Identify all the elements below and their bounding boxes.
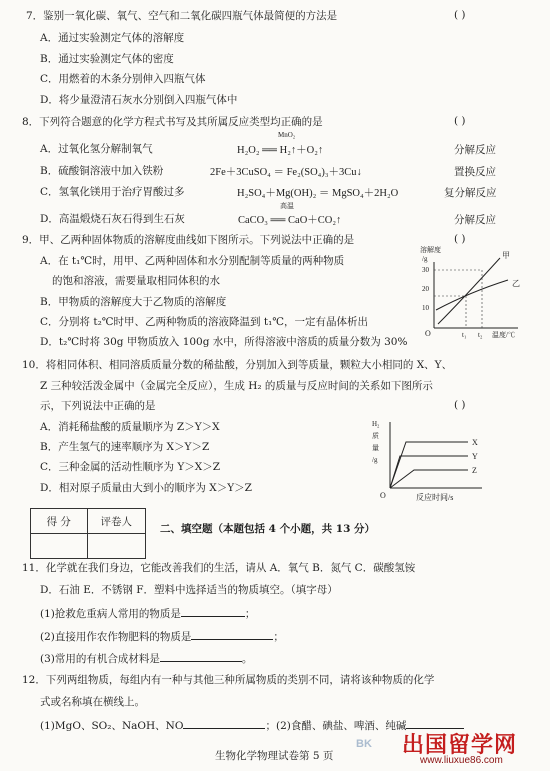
q9-graph-curve-jia xyxy=(438,258,500,324)
q10-graph-ylabel-h2: H₂ xyxy=(372,420,380,428)
q11-item-1-end: ； xyxy=(244,608,256,620)
q7-answer-paren: ( ) xyxy=(454,9,466,21)
score-table-cell-score[interactable] xyxy=(31,534,88,559)
watermark-url: www.liuxue86.com xyxy=(420,755,503,766)
q10-graph-ylabel-liang: 量 xyxy=(372,444,379,452)
page-footer: 生物化学物理试卷第 5 页 xyxy=(215,750,334,762)
q10-stem-line2: Z 三种较活泼金属中（金属完全反应），生成 H₂ 的质量与反应时间的关系如下图所示 xyxy=(40,380,433,392)
q10-option-b: B．产生氢气的速率顺序为 X＞Y＞Z xyxy=(40,441,210,453)
q12-stem-cont: 式或名称填在横线上。 xyxy=(40,696,145,708)
q11-item-2 xyxy=(40,628,284,644)
q10-stem-line3: 示，下列说法中正确的是 xyxy=(40,400,156,412)
q10-graph-ylabel-zhi: 质 xyxy=(372,432,379,440)
q10-graph-label-y: Y xyxy=(472,452,478,461)
q8-answer-paren: ( ) xyxy=(454,115,466,127)
q11-item-1 xyxy=(40,605,255,621)
section-title-fill-in: 二、填空题（本题包括 4 个小题，共 13 分） xyxy=(160,523,376,535)
watermark-small: BK xyxy=(356,738,372,750)
q10-graph-label-z: Z xyxy=(472,466,477,475)
q11-item-2-text: (2)直接用作农作物肥料的物质是 xyxy=(40,631,192,643)
q10-graph-line-y xyxy=(390,456,468,488)
q11-item-1-text: (1)抢救危重病人常用的物质是 xyxy=(40,608,181,620)
q9-graph-ylabel: 溶解度 xyxy=(420,246,441,254)
q9-graph-xtick-t2: t₂ xyxy=(478,331,483,339)
q7-option-b: B．通过实验测定气体的密度 xyxy=(40,53,174,65)
q7-option-c: C．用燃着的木条分别伸入四瓶气体 xyxy=(40,73,206,85)
q11-item-3-end: 。 xyxy=(241,653,253,665)
q9-graph-origin: O xyxy=(425,329,431,338)
q10-graph-xlabel: 反应时间/s xyxy=(416,493,454,502)
q9-graph-xtick-t1: t₁ xyxy=(462,331,467,339)
q8-option-a-equation: H₂O₂ ══ H₂↑＋O₂↑ xyxy=(237,145,324,156)
q12-item-1-blank[interactable] xyxy=(183,717,265,729)
q9-graph-label-yi: 乙 xyxy=(512,279,520,288)
q8-option-b-label: B．硫酸铜溶液中加入铁粉 xyxy=(40,165,164,177)
q8-option-d-equation: CaCO₃ ══ CaO＋CO₂↑ xyxy=(238,215,342,226)
q7-stem: 7．鉴别一氧化碳、氧气、空气和二氧化碳四瓶气体最简便的方法是 xyxy=(26,10,338,22)
q8-option-d-type: 分解反应 xyxy=(454,214,496,226)
q8-option-d-label: D．高温煅烧石灰石得到生石灰 xyxy=(40,213,185,225)
q10-hydrogen-graph xyxy=(372,418,502,510)
q9-option-a-cont: 的饱和溶液，需要量取相同体积的水 xyxy=(52,275,220,287)
q8-option-d-condition: 高温 xyxy=(280,202,294,210)
q10-graph-ylabel-unit: /g xyxy=(372,456,378,464)
q10-stem-line1: 10．将相同体积、相同溶质质量分数的稀盐酸，分别加入到等质量，颗粒大小相同的 X、Y、 xyxy=(22,359,453,371)
q9-graph-label-jia: 甲 xyxy=(502,251,510,260)
q10-answer-paren: ( ) xyxy=(454,399,466,411)
q9-graph-ytick-10: 10 xyxy=(422,304,429,312)
q11-item-3-text: (3)常用的有机合成材料是 xyxy=(40,653,160,665)
score-table xyxy=(30,508,146,559)
q10-graph-label-x: X xyxy=(472,438,478,447)
q8-option-a-label: A．过氧化氢分解制氧气 xyxy=(40,143,153,155)
q8-option-b-equation: 2Fe＋3CuSO₄ ＝ Fe₂(SO₄)₃＋3Cu↓ xyxy=(210,167,362,178)
q11-item-3-blank[interactable] xyxy=(160,650,242,662)
watermark-logo-text: 出国留学网 xyxy=(402,732,518,757)
score-table-header-score: 得 分 xyxy=(31,509,88,534)
score-table-header-grader: 评卷人 xyxy=(87,509,145,534)
q10-graph-line-z xyxy=(390,470,468,488)
q11-stem-cont: D．石油 E．不锈钢 F．塑料中选择适当的物质填空。（填字母） xyxy=(40,584,338,596)
q9-solubility-graph xyxy=(420,244,530,344)
q8-option-c-type: 复分解反应 xyxy=(444,187,497,199)
q10-option-d: D．相对原子质量由大到小的顺序为 X＞Y＞Z xyxy=(40,482,252,494)
q10-option-a: A．消耗稀盐酸的质量顺序为 Z＞Y＞X xyxy=(40,421,220,433)
q11-item-2-end: ； xyxy=(273,631,284,643)
q7-option-a: A．通过实验测定气体的溶解度 xyxy=(40,32,185,44)
q10-graph-line-x xyxy=(390,442,468,488)
q10-graph-origin: O xyxy=(380,491,386,500)
q9-graph-yunit: /g xyxy=(422,255,428,263)
q8-option-a-condition: MnO₂ xyxy=(278,131,296,139)
q8-option-c-equation: H₂SO₄＋Mg(OH)₂ ＝ MgSO₄＋2H₂O xyxy=(237,188,399,199)
q11-item-3 xyxy=(40,650,252,666)
q8-option-c-label: C．氢氧化镁用于治疗胃酸过多 xyxy=(40,186,185,198)
q8-stem: 8．下列符合题意的化学方程式书写及其所属反应类型均正确的是 xyxy=(22,116,323,128)
q10-option-c: C．三种金属的活动性顺序为 Y＞X＞Z xyxy=(40,461,221,473)
q9-option-d: D．t₂℃时将 30g 甲物质放入 100g 水中，所得溶液中溶质的质量分数为 30% xyxy=(40,336,408,348)
q9-graph-xlabel: 温度/℃ xyxy=(492,331,515,339)
q9-answer-paren: ( ) xyxy=(454,233,466,245)
q12-item-1-text: (1)MgO、SO₂、NaOH、NO xyxy=(40,720,184,732)
q12-items xyxy=(40,717,464,733)
q7-option-d: D．将少量澄清石灰水分别倒入四瓶气体中 xyxy=(40,94,238,106)
q8-option-b-type: 置换反应 xyxy=(454,166,496,178)
q9-option-b: B．甲物质的溶解度大于乙物质的溶解度 xyxy=(40,296,227,308)
q11-item-2-blank[interactable] xyxy=(191,628,273,640)
q9-stem: 9．甲、乙两种固体物质的溶解度曲线如下图所示。下列说法中正确的是 xyxy=(22,234,355,246)
q11-item-1-blank[interactable] xyxy=(181,605,245,617)
q9-graph-ytick-20: 20 xyxy=(422,285,429,293)
q8-option-a-type: 分解反应 xyxy=(454,144,496,156)
q9-graph-curve-yi xyxy=(436,280,508,310)
q9-option-a: A．在 t₁℃时，用甲、乙两种固体和水分别配制等质量的两种物质 xyxy=(40,255,345,267)
q9-graph-ytick-30: 30 xyxy=(422,266,429,274)
q11-stem: 11．化学就在我们身边，它能改善我们的生活，请从 A．氧气 B．氮气 C．碳酸氢铵 xyxy=(22,562,416,574)
q9-option-c: C．分别将 t₂℃时甲、乙两种物质的溶液降温到 t₁℃，一定有晶体析出 xyxy=(40,316,369,328)
q12-stem: 12．下列两组物质，每组内有一种与其他三种所属物质的类别不同，请将该种物质的化学 xyxy=(22,674,435,686)
score-table-cell-grader[interactable] xyxy=(87,534,145,559)
q12-item-2-text: ；(2)食醋、碘盐、啤酒、纯碱 xyxy=(265,720,407,732)
